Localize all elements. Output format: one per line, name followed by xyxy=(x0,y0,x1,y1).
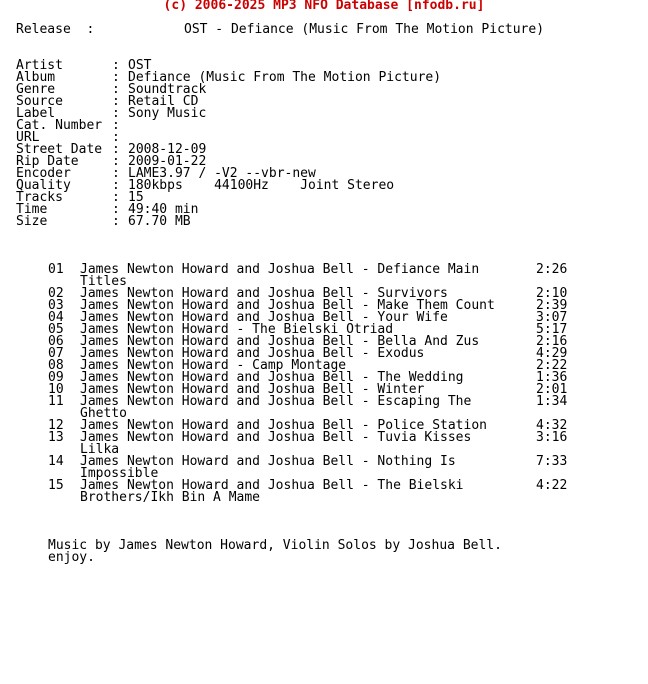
track-duration: 4:32 xyxy=(536,418,568,433)
track-duration: 3:16 xyxy=(536,430,568,445)
track-duration: 1:36 xyxy=(536,370,568,385)
track-number: 04 xyxy=(48,310,64,325)
footer-line: enjoy. xyxy=(48,550,95,565)
field-colon: : xyxy=(112,178,120,193)
field-label: Quality xyxy=(16,178,71,193)
field-colon: : xyxy=(112,94,120,109)
field-value: Soundtrack xyxy=(128,82,207,97)
field-value: 2009-01-22 xyxy=(128,154,207,169)
field-value: 180kbps 44100Hz Joint Stereo xyxy=(128,178,395,193)
track-title: James Newton Howard and Joshua Bell - Bella And Zus xyxy=(80,334,480,349)
field-colon: : xyxy=(112,106,120,121)
track-number: 11 xyxy=(48,394,64,409)
field-colon: : xyxy=(112,166,120,181)
track-number: 14 xyxy=(48,454,64,469)
track-number: 12 xyxy=(48,418,64,433)
field-label: Genre xyxy=(16,82,56,97)
track-duration: 1:34 xyxy=(536,394,568,409)
track-duration: 2:26 xyxy=(536,262,568,277)
track-duration: 7:33 xyxy=(536,454,568,469)
field-colon: : xyxy=(112,58,120,73)
site-header: (c) 2006-2025 MP3 NFO Database [nfodb.ru] xyxy=(163,0,485,13)
field-label: URL xyxy=(16,130,40,145)
track-duration: 2:10 xyxy=(536,286,568,301)
field-value: Sony Music xyxy=(128,106,207,121)
field-value: LAME3.97 / -V2 --vbr-new xyxy=(128,166,316,181)
field-colon: : xyxy=(112,142,120,157)
field-label: Tracks xyxy=(16,190,63,205)
track-number: 07 xyxy=(48,346,64,361)
field-label: Source xyxy=(16,94,63,109)
track-title-continued: Titles xyxy=(80,274,127,289)
track-title: James Newton Howard and Joshua Bell - Escaping The xyxy=(80,394,472,409)
track-number: 10 xyxy=(48,382,64,397)
track-number: 05 xyxy=(48,322,64,337)
field-colon: : xyxy=(112,202,120,217)
field-label: Label xyxy=(16,106,56,121)
track-number: 03 xyxy=(48,298,64,313)
track-number: 01 xyxy=(48,262,64,277)
field-value: 67.70 MB xyxy=(128,214,191,229)
release-value: OST - Defiance (Music From The Motion Picture) xyxy=(184,22,545,37)
field-label: Encoder xyxy=(16,166,71,181)
track-title: James Newton Howard and Joshua Bell - Survivors xyxy=(80,286,448,301)
track-number: 08 xyxy=(48,358,64,373)
track-title: James Newton Howard and Joshua Bell - Exodus xyxy=(80,346,425,361)
field-label: Rip Date xyxy=(16,154,79,169)
track-duration: 4:29 xyxy=(536,346,568,361)
field-colon: : xyxy=(112,118,120,133)
field-value: 49:40 min xyxy=(128,202,199,217)
track-title: James Newton Howard and Joshua Bell - Your Wife xyxy=(80,310,448,325)
track-duration: 2:22 xyxy=(536,358,568,373)
field-value: 15 xyxy=(128,190,144,205)
track-number: 02 xyxy=(48,286,64,301)
field-colon: : xyxy=(112,190,120,205)
track-title-continued: Lilka xyxy=(80,442,120,457)
track-number: 09 xyxy=(48,370,64,385)
field-label: Cat. Number xyxy=(16,118,103,133)
field-value: 2008-12-09 xyxy=(128,142,207,157)
track-title: James Newton Howard and Joshua Bell - The Wedding xyxy=(80,370,464,385)
track-title: James Newton Howard and Joshua Bell - Tuvia Kisses xyxy=(80,430,472,445)
field-label: Size xyxy=(16,214,48,229)
track-title: James Newton Howard and Joshua Bell - The Bielski xyxy=(80,478,464,493)
field-colon: : xyxy=(112,130,120,145)
track-duration: 2:39 xyxy=(536,298,568,313)
track-number: 06 xyxy=(48,334,64,349)
track-title: James Newton Howard and Joshua Bell - Winter xyxy=(80,382,425,397)
field-colon: : xyxy=(112,154,120,169)
track-duration: 4:22 xyxy=(536,478,568,493)
track-title: James Newton Howard and Joshua Bell - Nothing Is xyxy=(80,454,456,469)
track-duration: 2:16 xyxy=(536,334,568,349)
track-title-continued: Ghetto xyxy=(80,406,127,421)
field-colon: : xyxy=(112,70,120,85)
track-title-continued: Brothers/Ikh Bin A Mame xyxy=(80,490,261,505)
track-number: 15 xyxy=(48,478,64,493)
track-duration: 2:01 xyxy=(536,382,568,397)
track-duration: 3:07 xyxy=(536,310,568,325)
track-title: James Newton Howard and Joshua Bell - Police Station xyxy=(80,418,487,433)
track-title: James Newton Howard - The Bielski Otriad xyxy=(80,322,394,337)
track-number: 13 xyxy=(48,430,64,445)
track-title: James Newton Howard - Camp Montage xyxy=(80,358,347,373)
field-colon: : xyxy=(112,214,120,229)
track-title: James Newton Howard and Joshua Bell - Make Them Count xyxy=(80,298,495,313)
track-title-continued: Impossible xyxy=(80,466,159,481)
field-value: OST xyxy=(128,58,152,73)
field-colon: : xyxy=(112,82,120,97)
field-label: Time xyxy=(16,202,48,217)
track-duration: 5:17 xyxy=(536,322,568,337)
track-title: James Newton Howard and Joshua Bell - Defiance Main xyxy=(80,262,480,277)
field-label: Street Date xyxy=(16,142,103,157)
footer-line: Music by James Newton Howard, Violin Solos by Joshua Bell. xyxy=(48,538,502,553)
field-label: Artist xyxy=(16,58,63,73)
release-label: Release : xyxy=(16,22,95,37)
field-value: Retail CD xyxy=(128,94,199,109)
field-label: Album xyxy=(16,70,56,85)
field-value: Defiance (Music From The Motion Picture) xyxy=(128,70,442,85)
